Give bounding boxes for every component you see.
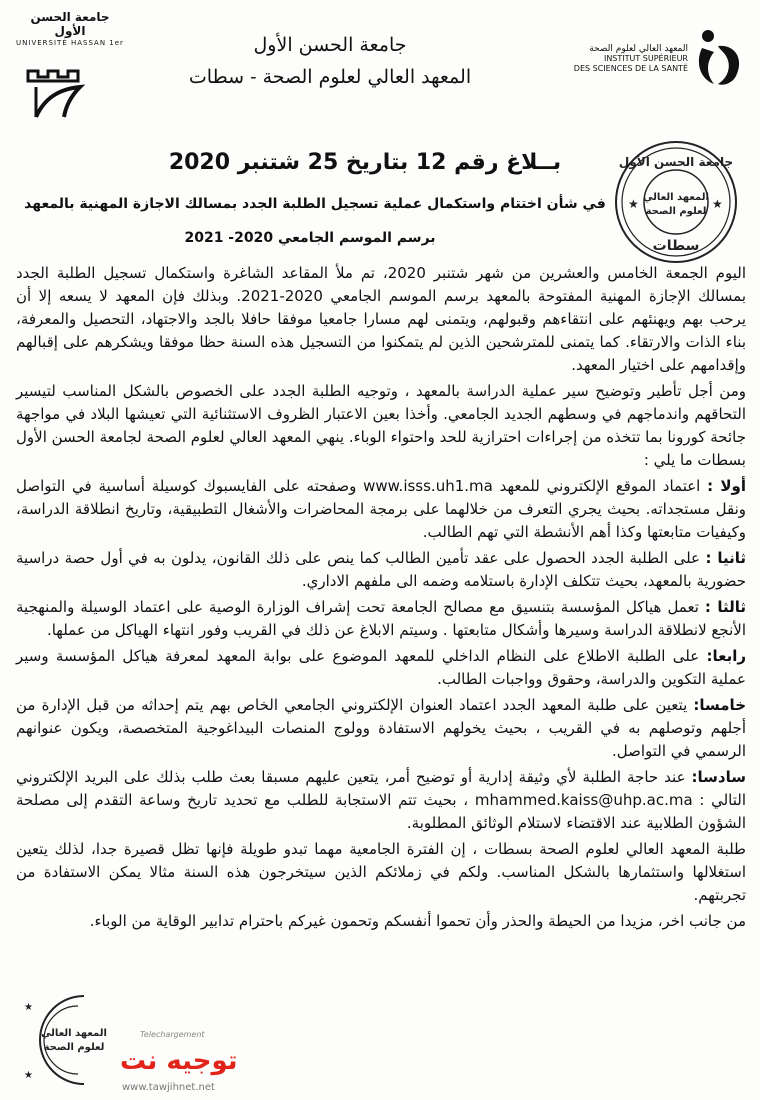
item-text: على الطلبة الجدد الحصول على عقد تأمين الطالب كما ينص على ذلك القانون، يدلون به في أول حصة دراسية حضورية بالمعهد، بحيث تتكلف الإدارة باستلامه وضمه الى ملفهم الاداري. [16, 549, 746, 590]
footer-stamp [14, 990, 110, 1090]
item-text: عند حاجة الطلبة لأي وثيقة إدارية أو توضيح أمر، يتعين عليهم مسبقا بعث طلب بذلك على البريد الإلكتروني التالي : mhammed.kaiss@uhp.ac.ma ، بحيث تتم الاستجابة للطلب مع تحديد تاريخ وساعة التقدم إلى مصلحة الشؤون الطلابية عند الاقتضاء لاستلام الوثائق المطلوبة. [16, 768, 746, 832]
university-emblem-icon [14, 47, 126, 119]
stamp-top-text: جامعة الحسن الأول [618, 155, 734, 169]
item-text: تعمل هياكل المؤسسة بتنسيق مع مصالح الجامعة تحت إشراف الوزارة الوصية على اعتماد الوسيلة والمنهجية الأنجع لانطلاقة الدراسة وسيرها وأشكال متابعتها . وسيتم الابلاغ عن ذلك في القريب وفور انتهاء الهياكل من عملها. [16, 598, 746, 639]
stamp-star-icon: ★ [712, 197, 723, 211]
institute-emblem-icon [692, 26, 748, 90]
watermark-download: Telechargement [140, 1030, 205, 1039]
announcement-title: بــلاغ رقم 12 بتاريخ 25 شتنبر 2020 [168, 150, 562, 175]
institute-logo-french-2: DES SCIENCES DE LA SANTÉ [573, 64, 688, 73]
item-label: ثانيا : [705, 549, 746, 567]
stamp-bottom-text: سطات [652, 238, 700, 254]
header-titles [150, 34, 510, 88]
institute-name: المعهد العالي لعلوم الصحة - سطات [188, 66, 472, 88]
stamp-center-text-2: لعلوم الصحة [645, 206, 707, 217]
footer-stamp-text-2: لعلوم الصحة [43, 1042, 105, 1053]
academic-season: برسم الموسم الجامعي 2020- 2021 [184, 230, 436, 246]
institute-logo-arabic: المعهد العالي لعلوم الصحة [589, 44, 688, 54]
institute-logo-french-1: INSTITUT SUPÉRIEUR [603, 54, 688, 63]
university-name: جامعة الحسن الأول [253, 34, 407, 56]
stamp-center-text-1: المعهد العالي [643, 192, 709, 203]
item-label: أولا : [707, 477, 747, 495]
announcement-body [16, 262, 746, 936]
university-logo [14, 10, 126, 110]
item-label: سادسا: [691, 768, 746, 786]
official-stamp [612, 138, 740, 266]
stamp-star-icon: ★ [24, 1002, 33, 1013]
paragraph-advice: طلبة المعهد العالي لعلوم الصحة بسطات ، إن الفترة الجامعية مهما تبدو طويلة فإنها تظل قصيرة جدا، لذلك يتعين استغلالها واستثمارها بالشكل المناسب. ولكم في زملائكم الذين سيتخرجون هذه السنة مثالا يمكن الاستفادة من تجربتهم. [16, 840, 746, 904]
site-watermark [110, 1030, 260, 1096]
university-logo-french: UNIVERSITÉ HASSAN 1er [16, 39, 124, 47]
item-text: على الطلبة الاطلاع على النظام الداخلي للمعهد الموضوع على بوابة المعهد لمعرفة هياكل المؤسسة وسير عملية التكوين والدراسة، وحقوق وواجبات الطالب. [16, 647, 746, 688]
watermark-url: www.tawjihnet.net [122, 1082, 215, 1093]
paragraph-context: ومن أجل تأطير وتوضيح سير عملية الدراسة بالمعهد ، وتوجيه الطلبة الجدد على الخصوص بالشكل المناسب لتيسير التحاقهم واندماجهم في وسطهم الجديد الجامعي. وأخذا بعين الاعتبار الظروف الاستثنائية التي تعيشها البلاد في مواجهة جائحة كورونا بما تتخذه من إجراءات احترازية للحد واحتواء الوباء. ينهي المعهد العالي لعلوم الصحة لجامعة الحسن الأول بسطات ما يلي : [16, 382, 746, 469]
item-sixth [16, 766, 746, 835]
stamp-star-icon: ★ [24, 1070, 33, 1081]
university-logo-arabic: جامعة الحسن الأول [30, 10, 110, 38]
item-label: ثالثا : [704, 598, 746, 616]
item-third [16, 596, 746, 642]
item-text: يتعين على طلبة المعهد الجدد اعتماد العنوان الإلكتروني الجامعي الخاص بهم يتم إحداثه من قبل الإدارة من أجلهم وتوصلهم به في القريب ، بحيث يخولهم الاستفادة وولوج المنصات البيداغوجية المتخصصة، ويكون عنوانهم الرسمي في التواصل. [16, 696, 746, 760]
institute-logo [520, 26, 752, 96]
announcement-subtitle: في شأن اختتام واستكمال عملية تسجيل الطلبة الجدد بمسالك الاجازة المهنية بالمعهد [24, 196, 606, 212]
stamp-star-icon: ★ [628, 197, 639, 211]
item-fifth [16, 694, 746, 763]
watermark-brand: توجيه نت [120, 1046, 238, 1076]
paragraph-closing: من جانب اخر، مزيدا من الحيطة والحذر وأن تحموا أنفسكم وتحمون غيركم باحترام تدابير الوقاية من الوباء. [89, 912, 746, 930]
item-label: رابعا: [706, 647, 746, 665]
paragraph-intro: اليوم الجمعة الخامس والعشرين من شهر شتنبر 2020، تم ملأ المقاعد الشاغرة واستكمال تسجيل الطلبة الجدد بمسالك الإجازة المهنية المفتوحة بالمعهد برسم الموسم الجامعي 2020-2021. وبذلك فإن المعهد لا يسعه إلا أن يرحب بهم ويهنئهم على انتقاءهم وقبولهم، ويتمنى لهم مسارا جامعيا موفقا حافلا بالجد والاجتهاد، التحصيل والمعرفة، بناء الذات والارتقاء. كما يتمنى للمترشحين الذين لم يتمكنوا من التسجيل هذه السنة حظا موفقا ويشكرهم على إقبالهم وإقدامهم على اختيار المعهد. [16, 264, 746, 374]
item-text: اعتماد الموقع الإلكتروني للمعهد www.isss.uh1.ma وصفحته على الفايسبوك كوسيلة أساسية في التواصل ونقل مستجداته. بحيث يجري التعرف من خلالهما على برمجة المحاضرات والأشغال التطبيقية، وتاريخ انطلاقة الدراسة، وكيفيات متابعتها وكذا أهم الأنشطة التي تهم الطالب. [16, 477, 746, 541]
item-label: خامسا: [693, 696, 746, 714]
item-second [16, 547, 746, 593]
item-fourth [16, 645, 746, 691]
item-first [16, 475, 746, 544]
footer-stamp-text-1: المعهد العالي [41, 1028, 107, 1039]
